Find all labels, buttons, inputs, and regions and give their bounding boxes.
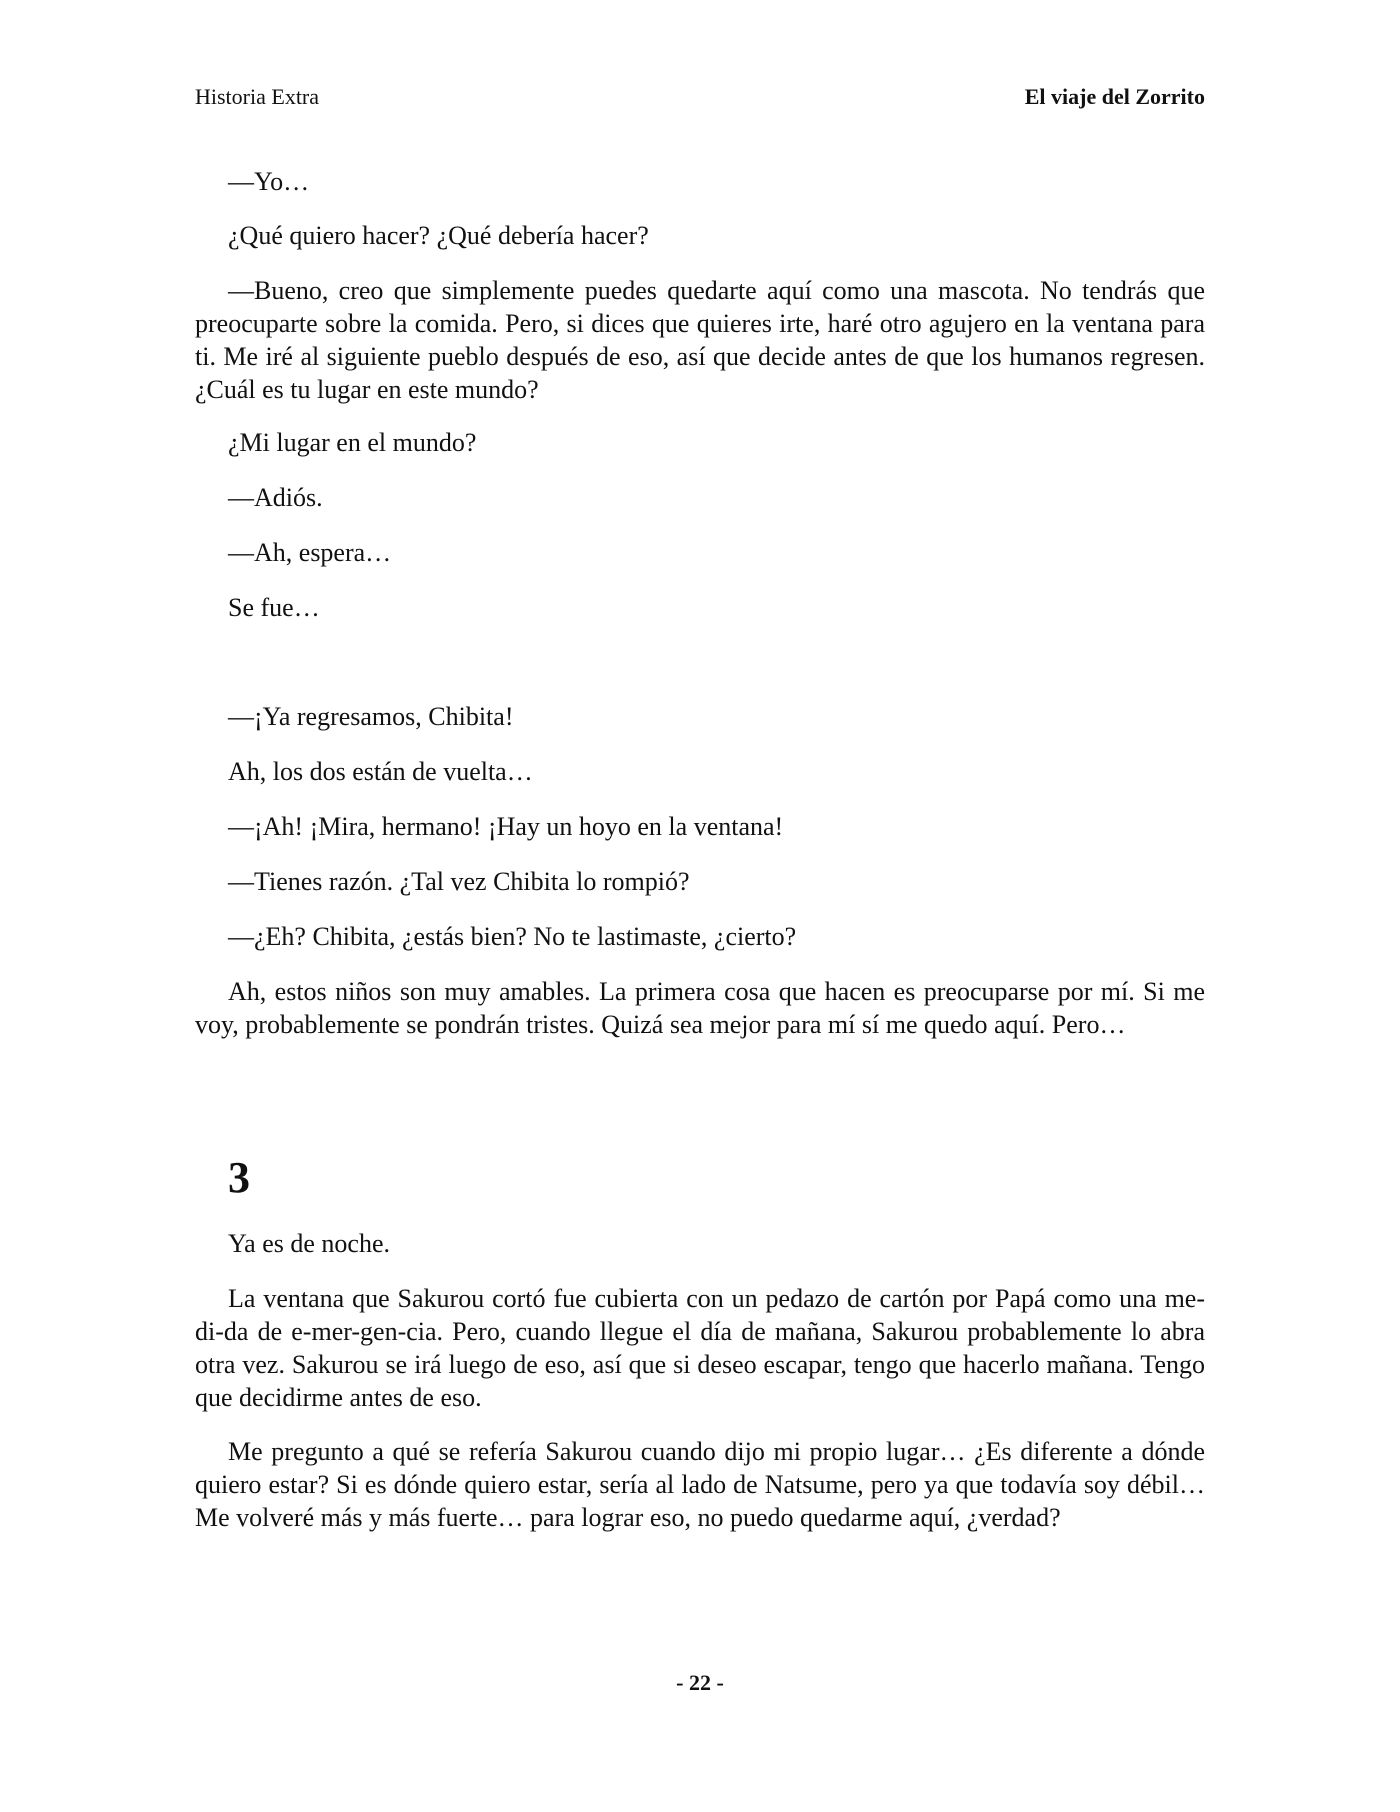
page-number: - 22 - bbox=[676, 1670, 724, 1695]
paragraph: —Ah, espera… bbox=[228, 538, 392, 567]
chapter-number: 3 bbox=[228, 1153, 250, 1202]
paragraph: La ventana que Sakurou cortó fue cubierta con un pedazo de cartón por Papá como una me-di-da de e-mer-gen-cia. Pero, cuando llegue el día de mañana, Sakurou probablemente lo abra otra vez. Sakurou se irá luego de eso, así que si deseo escapar, tengo que hacerlo mañana. Tengo que decidirme antes de eso. bbox=[195, 1284, 1205, 1412]
paragraph: Ah, los dos están de vuelta… bbox=[228, 757, 533, 786]
paragraph: —¡Ya regresamos, Chibita! bbox=[228, 702, 514, 731]
paragraph: Ya es de noche. bbox=[228, 1229, 390, 1258]
page-header bbox=[195, 82, 1205, 112]
paragraph: —Adiós. bbox=[228, 483, 323, 512]
paragraph: Se fue… bbox=[228, 593, 320, 622]
paragraph: —Yo… bbox=[228, 167, 310, 196]
paragraph: —Bueno, creo que simplemente puedes quedarte aquí como una mascota. No tendrás que preocuparte sobre la comida. Pero, si dices que quieres irte, haré otro agujero en la ventana para ti. Me iré al siguiente pueblo después de eso, así que decide antes de que los humanos regresen. ¿Cuál es tu lugar en este mundo? bbox=[195, 276, 1205, 404]
paragraph: —¿Eh? Chibita, ¿estás bien? No te lastimaste, ¿cierto? bbox=[228, 922, 797, 951]
header-book-title: El viaje del Zorrito bbox=[1024, 84, 1205, 109]
paragraph: —¡Ah! ¡Mira, hermano! ¡Hay un hoyo en la ventana! bbox=[228, 812, 784, 841]
header-section-title: Historia Extra bbox=[195, 84, 320, 109]
paragraph: —Tienes razón. ¿Tal vez Chibita lo rompió? bbox=[228, 867, 690, 896]
paragraph: ¿Qué quiero hacer? ¿Qué debería hacer? bbox=[228, 221, 649, 250]
paragraph: Me pregunto a qué se refería Sakurou cuando dijo mi propio lugar… ¿Es diferente a dónde quiero estar? Si es dónde quiero estar, sería al lado de Natsume, pero ya que todavía soy débil… Me volveré más y más fuerte… para lograr eso, no puedo quedarme aquí, ¿verdad? bbox=[195, 1437, 1205, 1532]
paragraph: ¿Mi lugar en el mundo? bbox=[228, 428, 477, 457]
paragraph: Ah, estos niños son muy amables. La primera cosa que hacen es preocuparse por mí. Si me voy, probablemente se pondrán tristes. Quizá sea mejor para mí sí me quedo aquí. Pero… bbox=[195, 977, 1205, 1039]
